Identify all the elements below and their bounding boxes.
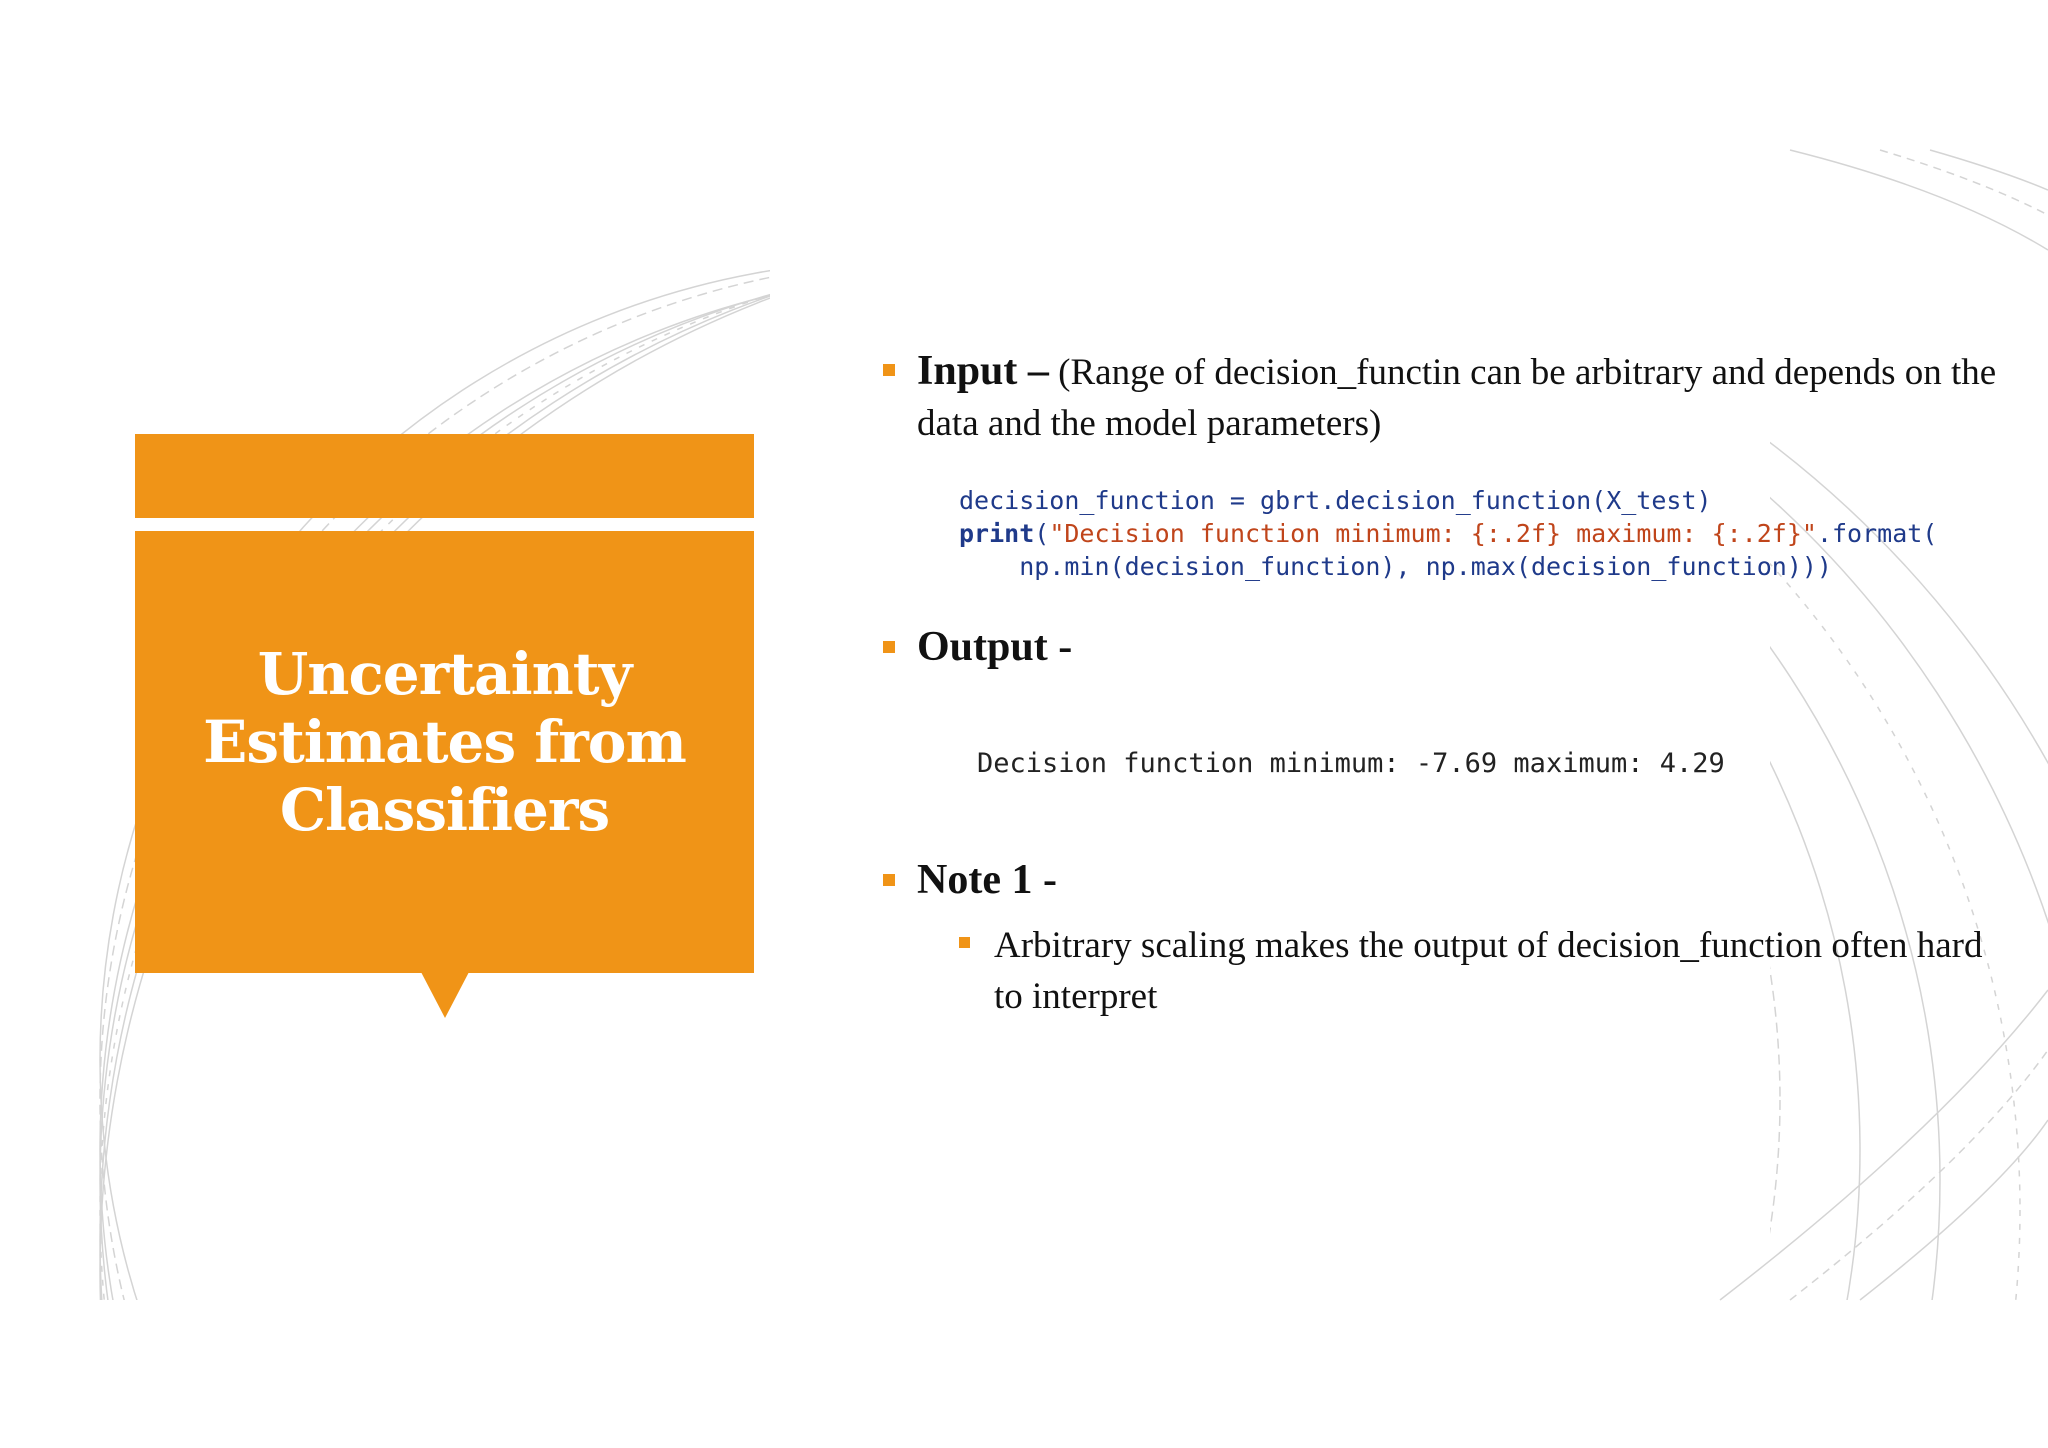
- input-bullet: [917, 346, 1997, 449]
- bullet-icon: [883, 874, 895, 886]
- output-code: Decision function minimum: -7.69 maximum: 4.29: [977, 748, 1725, 779]
- bullet-icon: [883, 641, 895, 653]
- input-text: (Range of decision_functin can be arbitrary and depends on the data and the model parameters): [917, 352, 1997, 444]
- bullet-icon: [883, 364, 895, 376]
- code-line-1: decision_function = gbrt.decision_function(X_test): [959, 486, 1712, 515]
- input-label: Input –: [917, 348, 1049, 394]
- code-line-3: np.min(decision_function), np.max(decision_function))): [959, 552, 1832, 581]
- title-pointer: [421, 972, 469, 1018]
- code-format-call: .format(: [1816, 519, 1938, 548]
- code-open-paren: (: [1034, 519, 1050, 548]
- output-bullet: [917, 622, 1072, 674]
- slide-title: Uncertainty Estimates from Classifiers: [203, 640, 686, 844]
- code-format-string: "Decision function minimum: {:.2f} maximum: {:.2f}": [1049, 519, 1817, 548]
- code-line-2: [959, 517, 1937, 550]
- title-box: [135, 531, 754, 973]
- note-bullet: [917, 855, 1057, 907]
- note-label: Note 1 -: [917, 857, 1057, 903]
- output-label: Output -: [917, 624, 1073, 670]
- code-print-keyword: print: [959, 519, 1035, 548]
- sub-bullet-icon: [959, 937, 970, 948]
- note-sub-bullet: Arbitrary scaling makes the output of decision_function often hard to interpret: [994, 925, 1983, 1017]
- input-code-block: [959, 484, 1937, 583]
- title-top-bar: [135, 434, 754, 518]
